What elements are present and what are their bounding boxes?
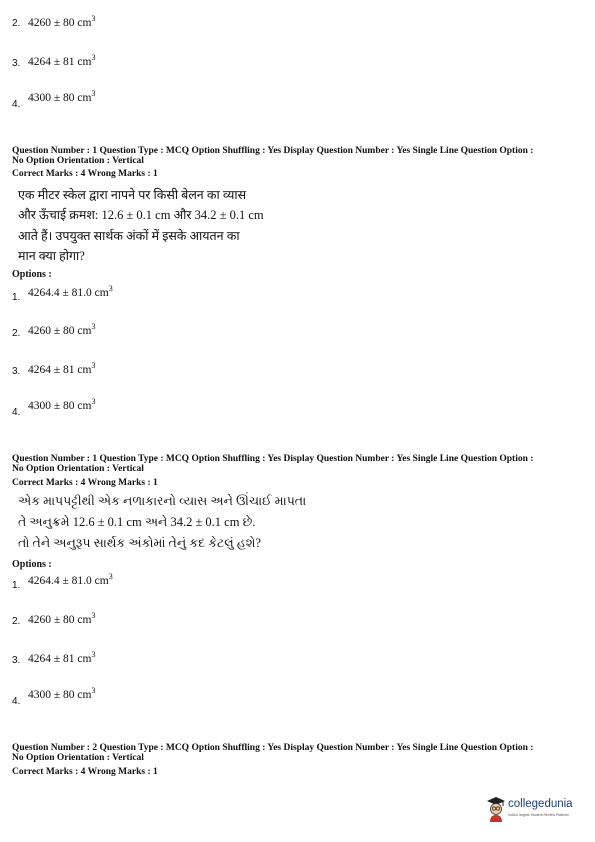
question-meta: Question Number : 1 Question Type : MCQ Option Shuffling : Yes Display Question Number : Yes Single Line Question Option : bbox=[12, 146, 534, 156]
option-number: 4. bbox=[12, 99, 21, 110]
option-value: 4264 ± 81 $cm^3$ bbox=[28, 361, 96, 376]
question-text-line: एक मीटर स्केल द्वारा नापने पर किसी बेलन का व्यास bbox=[18, 188, 247, 202]
graduate-mascot-icon bbox=[486, 796, 506, 822]
question-text-line: आते हैं। उपयुक्त सार्थक अंकों में इसके आयतन का bbox=[18, 229, 240, 243]
option-value: 4264.4 ± 81.0 $cm^3$ bbox=[28, 572, 113, 587]
option-number: 3. bbox=[12, 58, 21, 69]
option-number: 2. bbox=[12, 328, 21, 339]
option-value: 4300 ± 80 $cm^3$ bbox=[28, 397, 96, 412]
question-meta-continued: No Option Orientation : Vertical bbox=[12, 753, 144, 763]
collegedunia-logo bbox=[486, 796, 586, 826]
option-value: 4300 ± 80 $cm^3$ bbox=[28, 89, 96, 104]
option-number: 3. bbox=[12, 655, 21, 666]
question-text-line: मान क्या होगा? bbox=[18, 249, 85, 263]
marks-line: Correct Marks : 4 Wrong Marks : 1 bbox=[12, 169, 158, 179]
options-label: Options : bbox=[12, 269, 52, 280]
option-number: 1. bbox=[12, 580, 21, 591]
options-label: Options : bbox=[12, 559, 52, 570]
marks-line: Correct Marks : 4 Wrong Marks : 1 bbox=[12, 767, 158, 777]
question-meta: Question Number : 2 Question Type : MCQ Option Shuffling : Yes Display Question Number : Yes Single Line Question Option : bbox=[12, 743, 534, 753]
marks-line: Correct Marks : 4 Wrong Marks : 1 bbox=[12, 478, 158, 488]
option-value: 4264 ± 81 $cm^3$ bbox=[28, 53, 96, 68]
question-meta: Question Number : 1 Question Type : MCQ Option Shuffling : Yes Display Question Number : Yes Single Line Question Option : bbox=[12, 454, 534, 464]
question-text-line: એક માપપટ્ટીથી એક નળાકારનો વ્યાસ અને ઊંચાઈ માપતા bbox=[18, 494, 307, 508]
option-number: 1. bbox=[12, 292, 21, 303]
option-value: 4264.4 ± 81.0 $cm^3$ bbox=[28, 284, 113, 299]
option-number: 3. bbox=[12, 366, 21, 377]
option-number: 2. bbox=[12, 18, 21, 29]
question-meta-continued: No Option Orientation : Vertical bbox=[12, 464, 144, 474]
option-number: 4. bbox=[12, 696, 21, 707]
option-value: 4260 ± 80 $cm^3$ bbox=[28, 611, 96, 626]
option-value: 4260 ± 80 $cm^3$ bbox=[28, 14, 96, 29]
option-value: 4260 ± 80 $cm^3$ bbox=[28, 322, 96, 337]
option-value: 4300 ± 80 $cm^3$ bbox=[28, 686, 96, 701]
question-text-line: તો તેને અનુરૂપ સાર્થક અંકોમાં તેનું કદ કેટલું હશે? bbox=[18, 536, 261, 550]
option-value: 4264 ± 81 $cm^3$ bbox=[28, 650, 96, 665]
option-number: 2. bbox=[12, 616, 21, 627]
option-number: 4. bbox=[12, 407, 21, 418]
question-text-line: और ऊँचाई क्रमश: 12.6 ± 0.1 cm और 34.2 ± 0.1 cm bbox=[18, 208, 264, 222]
logo-name: collegedunia bbox=[508, 798, 573, 810]
logo-tagline: India's largest Student Review Platform bbox=[508, 813, 569, 817]
question-meta-continued: No Option Orientation : Vertical bbox=[12, 156, 144, 166]
question-text-line: તે અનુક્રમે 12.6 ± 0.1 cm અને 34.2 ± 0.1 cm છે. bbox=[18, 515, 256, 529]
